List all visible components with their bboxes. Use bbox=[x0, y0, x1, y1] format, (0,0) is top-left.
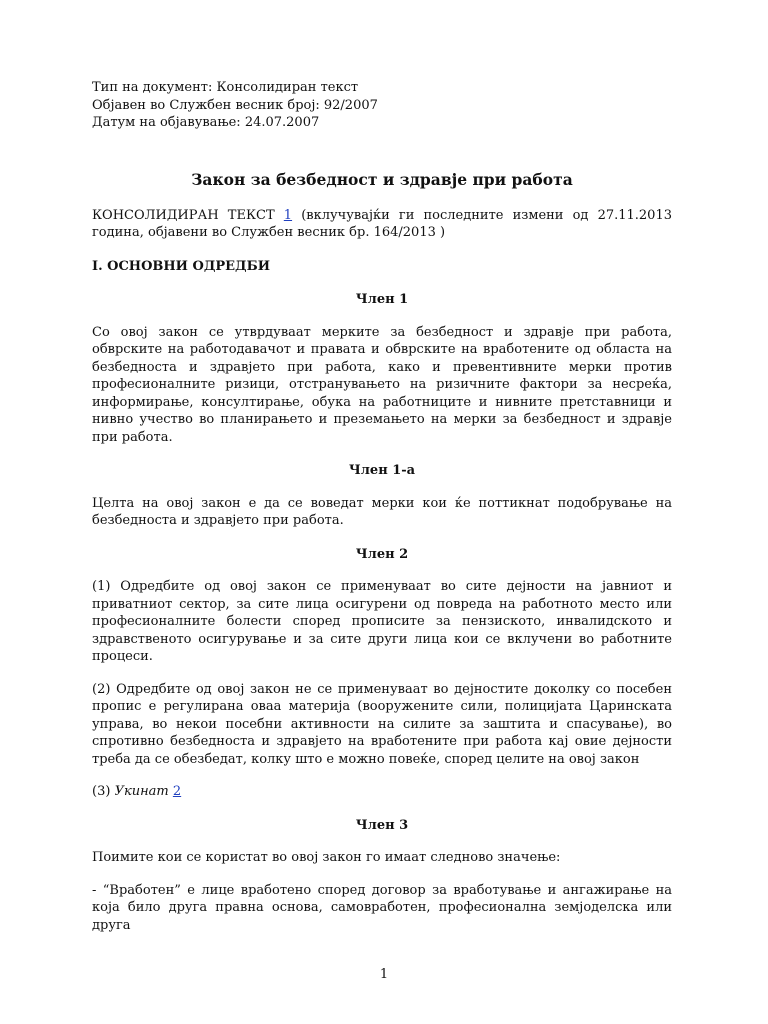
footnote-link-2[interactable]: 2 bbox=[172, 784, 182, 799]
article-2-paragraph-2: (2) Одредбите од овој закон не се применуваат во дејностите доколку со посебен пропис е регулирана оваа материја (вооружените сили, полицијата Царинската управа, во некои посебни активности на силите за заштита и спасување), во спротивно безбедноста и здравјето на вработените при работа кај овие дејности треба да се обезбедат, колку што е можно повеќе, според целите на овој закон bbox=[92, 681, 672, 767]
document-meta bbox=[92, 79, 672, 132]
consolidated-prefix: КОНСОЛИДИРАН ТЕКСТ bbox=[92, 207, 275, 223]
article-3-intro: Поимите кои се користат во овој закон го имаат следново значење: bbox=[92, 850, 561, 865]
page-number: 1 bbox=[379, 967, 389, 982]
paragraph-3-number: (3) bbox=[92, 784, 111, 799]
gazette-line: Објавен во Службен весник број: 92/2007 bbox=[92, 97, 378, 113]
article-heading-3: Член 3 bbox=[355, 817, 409, 833]
article-heading-1: Член 1 bbox=[355, 292, 409, 307]
article-heading-1a: Член 1-а bbox=[348, 463, 416, 478]
publication-date-line: Датум на објавување: 24.07.2007 bbox=[92, 115, 320, 130]
document-title: Закон за безбедност и здравје при работа bbox=[191, 169, 573, 189]
doc-type-line: Тип на документ: Консолидиран текст bbox=[92, 80, 359, 95]
article-1a-text: Целта на овој закон е да се воведат мерки кои ќе поттикнат подобрување на безбедноста и здравјето при работа. bbox=[92, 495, 672, 528]
footnote-link-1[interactable]: 1 bbox=[283, 207, 293, 223]
consolidated-note bbox=[92, 207, 672, 242]
article-2-paragraph-1: (1) Одредбите од овој закон се применуваат во сите дејности на јавниот и приватниот сектор, за сите лица осигурени од повреда на работното место или професионалните болести според прописите за пензиското, инвалидското и здравственото осигурување и за сите други лица кои се вклучени во работните процеси. bbox=[92, 579, 672, 664]
article-3-item-employee: - “Вработен” е лице вработено според договор за вработување и ангажирање на која било друга правна основа, самовработен, професионална земјоделска или друга bbox=[92, 882, 672, 933]
article-2-paragraph-3 bbox=[92, 783, 672, 801]
repealed-label: Укинат bbox=[114, 784, 169, 799]
article-1-text: Со овој закон се утврдуваат мерките за безбедност и здравје при работа, обврските на работодавачот и правата и обврските на вработените од областа на безбедноста и здравјето при работа, како и превентивните мерки против професионалните ризици, отстранувањето на ризичните фактори за несреќа, информирање, консултирање, обука на работниците и нивните претставници и нивно учество во планирањето и преземањето на мерки за безбедност и здравје при работа. bbox=[92, 324, 672, 445]
document-page bbox=[92, 79, 672, 934]
consolidated-suffix: (вклучувајќи ги последните измени од 27.11.2013 година, објавени во Службен весник бр. 164/2013 ) bbox=[92, 207, 672, 240]
article-heading-2: Член 2 bbox=[355, 546, 409, 562]
section-heading-basic-provisions: I. ОСНОВНИ ОДРЕДБИ bbox=[92, 258, 271, 274]
